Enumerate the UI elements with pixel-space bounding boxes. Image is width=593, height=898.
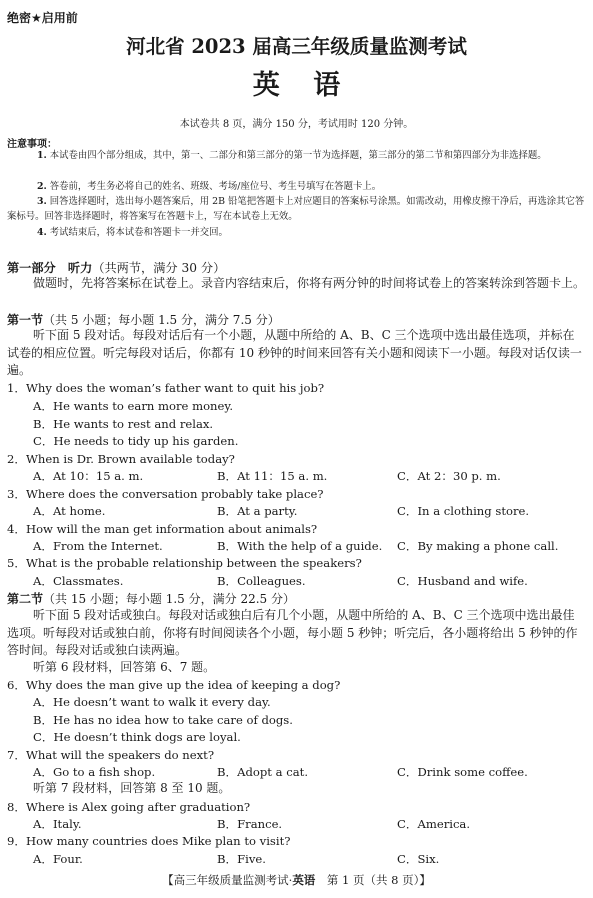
option-b: B．He wants to rest and relax. [33,417,214,431]
option-a: A．Italy. [33,817,82,831]
option-c: C．In a clothing store. [397,504,530,518]
exam-title: 河北省 2023 届高三年级质量监测考试 [126,35,467,58]
notes-label: 注意事项： [7,139,57,150]
note-item: 1. 本试卷由四个部分组成，其中，第一、二部分和第三部分的第一节为选择题，第三部分的第二节和第四部分为非选择题。 [37,150,547,161]
section1-heading: 第一节（共 5 小题；每小题 1.5 分，满分 7.5 分） [7,313,280,327]
question-stem: 1．Why does the woman’s father want to quit his job? [7,381,325,395]
section1-instructions: 听下面 5 段对话。每段对话后有一个小题，从题中所给的 A、B、C 三个选项中选出最佳选项，并标在试卷的相应位置。听完每段对话后，你都有 10 秒钟的时间来回答有关小题和阅读下一小题。每段对话仅读一遍。 [7,328,582,377]
option-b: B．With the help of a guide. [217,539,383,553]
option-c: C．He doesn’t think dogs are loyal. [33,730,241,744]
option-b: B．Colleagues. [217,574,306,588]
question-stem: 6．Why does the man give up the idea of keeping a dog? [7,678,341,692]
exam-meta: 本试卷共 8 页，满分 150 分，考试用时 120 分钟。 [179,119,414,130]
option-c: C．At 2：30 p. m. [397,469,501,483]
material-note: 听第 7 段材料，回答第 8 至 10 题。 [33,781,231,795]
option-c: C．By making a phone call. [397,539,559,553]
note-item: 2. 答卷前，考生务必将自己的姓名、班级、考场/座位号、考生号填写在答题卡上。 [37,181,382,192]
note-item: 4. 考试结束后，将本试卷和答题卡一并交回。 [37,227,228,238]
option-c: C．He needs to tidy up his garden. [33,434,239,448]
option-b: B．At 11：15 a. m. [217,469,328,483]
question-stem: 2．When is Dr. Brown available today? [7,452,235,466]
question-stem: 5．What is the probable relationship between the speakers? [7,556,362,570]
subject-title: 英 语 [252,70,353,101]
material-note: 听第 6 段材料，回答第 6、7 题。 [33,660,216,674]
confidential-label: 绝密★启用前 [7,11,78,25]
question-stem: 9．How many countries does Mike plan to visit? [7,834,291,848]
option-c: C．Husband and wife. [397,574,528,588]
option-a: A．Four. [33,852,83,866]
option-a: A．From the Internet. [33,539,163,553]
option-c: C．America. [397,817,471,831]
option-b: B．France. [217,817,283,831]
option-a: A．At home. [33,504,106,518]
option-b: B．Five. [217,852,266,866]
option-b: B．He has no idea how to take care of dogs. [33,713,293,727]
question-stem: 8．Where is Alex going after graduation? [7,800,251,814]
section2-heading: 第二节（共 15 小题；每小题 1.5 分，满分 22.5 分） [7,592,295,606]
option-c: C．Six. [397,852,440,866]
option-a: A．At 10：15 a. m. [33,469,144,483]
option-c: C．Drink some coffee. [397,765,528,779]
option-b: B．At a party. [217,504,298,518]
section2-instructions: 听下面 5 段对话或独白。每段对话或独白后有几个小题，从题中所给的 A、B、C 三个选项中选出最佳选项。听每段对话或独白前，你将有时间阅读各个小题，每小题 5 秒钟；听完后，各小题将给出 5 秒钟的作答时间。每段对话或独白读两遍。 [7,608,578,657]
page-footer: 【高三年级质量监测考试·英语 第 1 页（共 8 页）】 [162,873,431,887]
option-a: A．He wants to earn more money. [33,399,234,413]
option-a: A．Classmates. [33,574,124,588]
part1-heading: 第一部分 听力（共两节，满分 30 分） [7,261,226,275]
question-stem: 3．Where does the conversation probably take place? [7,487,324,501]
option-b: B．Adopt a cat. [217,765,309,779]
note-item: 3. 回答选择题时，选出每小题答案后，用 2B 铅笔把答题卡上对应题目的答案标号涂黑。如需改动，用橡皮擦干净后，再选涂其它答案标号。回答非选择题时，将答案写在答题卡上，写在本试卷上无效。 [7,196,585,223]
option-a: A．He doesn’t want to walk it every day. [33,695,271,709]
part1-intro: 做题时，先将答案标在试卷上。录音内容结束后，你将有两分钟的时间将试卷上的答案转涂到答题卡上。 [33,276,586,290]
option-a: A．Go to a fish shop. [33,765,156,779]
question-stem: 4．How will the man get information about animals? [7,522,318,536]
question-stem: 7．What will the speakers do next? [7,748,215,762]
